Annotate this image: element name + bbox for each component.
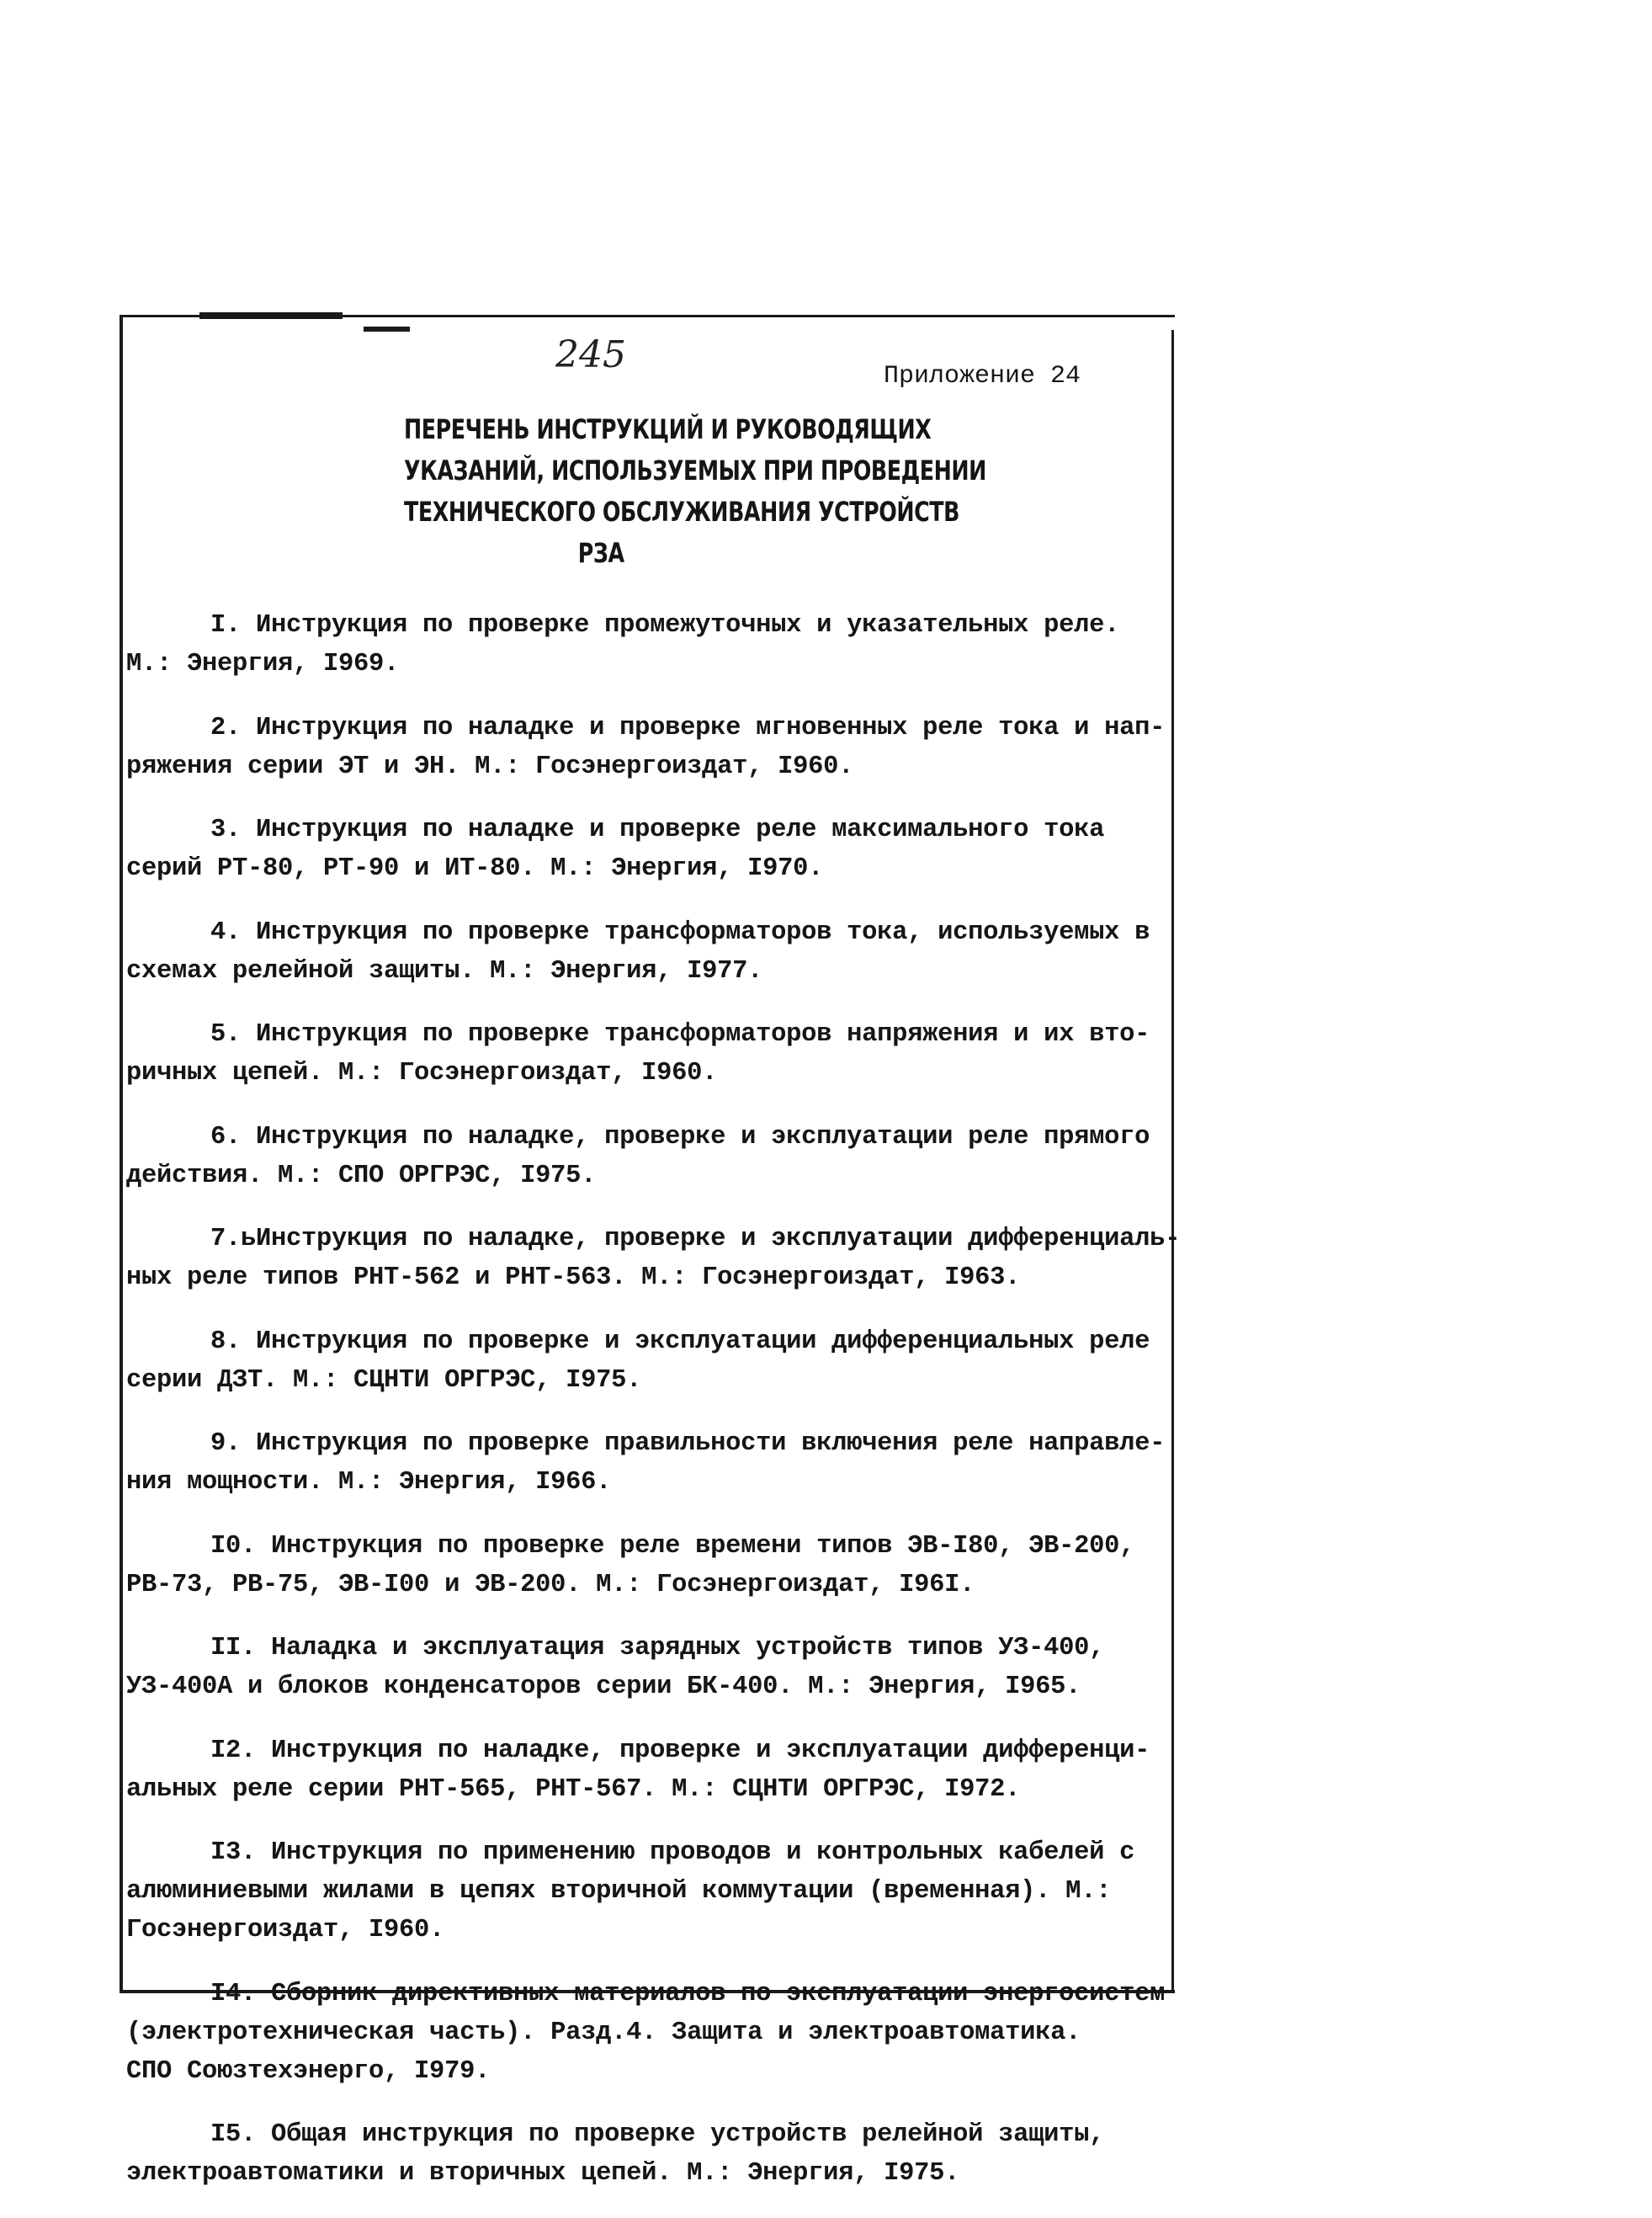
list-item-line: алюминиевыми жилами в цепях вторичной коммутации (временная). М.: — [126, 1877, 1112, 1906]
list-item-line: I. Инструкция по проверке промежуточных и указательных реле. — [210, 611, 1120, 640]
list-item-line: РВ-73, РВ-75, ЭВ-I00 и ЭВ-200. М.: Госэнергоиздат, I96I. — [126, 1570, 975, 1599]
list-item-line: альных реле серии РНТ-565, РНТ-567. М.: СЦНТИ ОРГРЭС, I972. — [126, 1774, 1021, 1804]
list-item — [126, 2115, 1170, 2193]
title-line: УКАЗАНИЙ, ИСПОЛЬЗУЕМЫХ ПРИ ПРОВЕДЕНИИ — [404, 455, 986, 487]
handwritten-page-number: 245 — [555, 333, 626, 376]
list-item — [126, 913, 1170, 991]
list-item-line: электроавтоматики и вторичных цепей. М.: Энергия, I975. — [126, 2159, 960, 2188]
list-item — [126, 811, 1170, 888]
title-line: ТЕХНИЧЕСКОГО ОБСЛУЖИВАНИЯ УСТРОЙСТВ — [404, 496, 959, 528]
list-item-line: УЗ-400А и блоков конденсаторов серии БК-400. М.: Энергия, I965. — [126, 1673, 1081, 1701]
frame-right-border — [1171, 330, 1174, 1993]
list-item-line: 7.ьИнструкция по наладке, проверке и эксплуатации дифференциаль- — [210, 1225, 1181, 1253]
list-item-line: 3. Инструкция по наладке и проверке реле максимального тока — [210, 816, 1105, 844]
frame-top-mark-small — [364, 327, 410, 332]
list-item-line: серии ДЗТ. М.: СЦНТИ ОРГРЭС, I975. — [126, 1365, 642, 1395]
frame-top-mark — [199, 312, 343, 319]
title-line: ПЕРЕЧЕНЬ ИНСТРУКЦИЙ И РУКОВОДЯЩИХ — [404, 413, 932, 445]
list-item-line: 5. Инструкция по проверке трансформаторов напряжения и их вто- — [210, 1020, 1150, 1049]
appendix-label: Приложение 24 — [884, 362, 1081, 391]
list-item — [126, 1527, 1170, 1604]
list-item — [126, 1322, 1170, 1400]
list-item-line: М.: Энергия, I969. — [126, 650, 400, 678]
list-item-line: серий РТ-80, РТ-90 и ИТ-80. М.: Энергия, I970. — [126, 854, 824, 883]
list-item-line: ных реле типов РНТ-562 и РНТ-563. М.: Госэнергоиздат, I963. — [126, 1263, 1021, 1292]
list-item-line: 2. Инструкция по наладке и проверке мгновенных реле тока и нап- — [210, 713, 1166, 742]
list-item-line: СПО Союзтехэнерго, I979. — [126, 2056, 491, 2086]
list-item-line: действия. М.: СПО ОРГРЭС, I975. — [126, 1161, 597, 1190]
list-item — [126, 1975, 1170, 2091]
list-item-line: I3. Инструкция по применению проводов и контрольных кабелей с — [210, 1838, 1135, 1867]
list-item-line: 4. Инструкция по проверке трансформаторов тока, используемых в — [210, 918, 1150, 947]
list-item-line: I0. Инструкция по проверке реле времени типов ЭВ-I80, ЭВ-200, — [210, 1531, 1135, 1561]
list-item-line: ния мощности. М.: Энергия, I966. — [126, 1468, 612, 1497]
frame-left-border — [120, 315, 123, 1993]
list-item — [126, 1220, 1181, 1297]
list-item — [126, 1424, 1170, 1502]
list-item-line: ряжения серии ЭТ и ЭН. М.: Госэнергоиздат, I960. — [126, 752, 854, 781]
list-item-line: I2. Инструкция по наладке, проверке и эксплуатации дифференци- — [210, 1736, 1150, 1765]
reference-list — [126, 606, 1181, 2218]
document-title — [404, 409, 1044, 574]
list-item-line: ричных цепей. М.: Госэнергоиздат, I960. — [126, 1059, 718, 1088]
list-item — [126, 1731, 1170, 1809]
list-item-line: 6. Инструкция по наладке, проверке и эксплуатации реле прямого — [210, 1122, 1150, 1152]
list-item — [126, 1118, 1170, 1195]
list-item-line: II. Наладка и эксплуатация зарядных устройств типов УЗ-400, — [210, 1634, 1105, 1662]
title-line: РЗА — [577, 537, 624, 569]
list-item-line: (электротехническая часть). Разд.4. Защита и электроавтоматика. — [126, 2018, 1081, 2047]
list-item — [126, 606, 1170, 683]
list-item — [126, 709, 1170, 786]
list-item — [126, 1015, 1170, 1093]
list-item — [126, 1629, 1170, 1706]
list-item-line: I4. Сборник директивных материалов по эксплуатации энергосистем — [210, 1979, 1166, 2008]
list-item-line: I5. Общая инструкция по проверке устройств релейной защиты, — [210, 2120, 1105, 2149]
list-item-line: 8. Инструкция по проверке и эксплуатации дифференциальных реле — [210, 1327, 1150, 1356]
list-item-line: Госэнергоиздат, I960. — [126, 1916, 445, 1944]
list-item-line: схемах релейной защиты. М.: Энергия, I977. — [126, 956, 763, 986]
list-item — [126, 1833, 1170, 1949]
list-item-line: 9. Инструкция по проверке правильности включения реле направле- — [210, 1429, 1166, 1458]
